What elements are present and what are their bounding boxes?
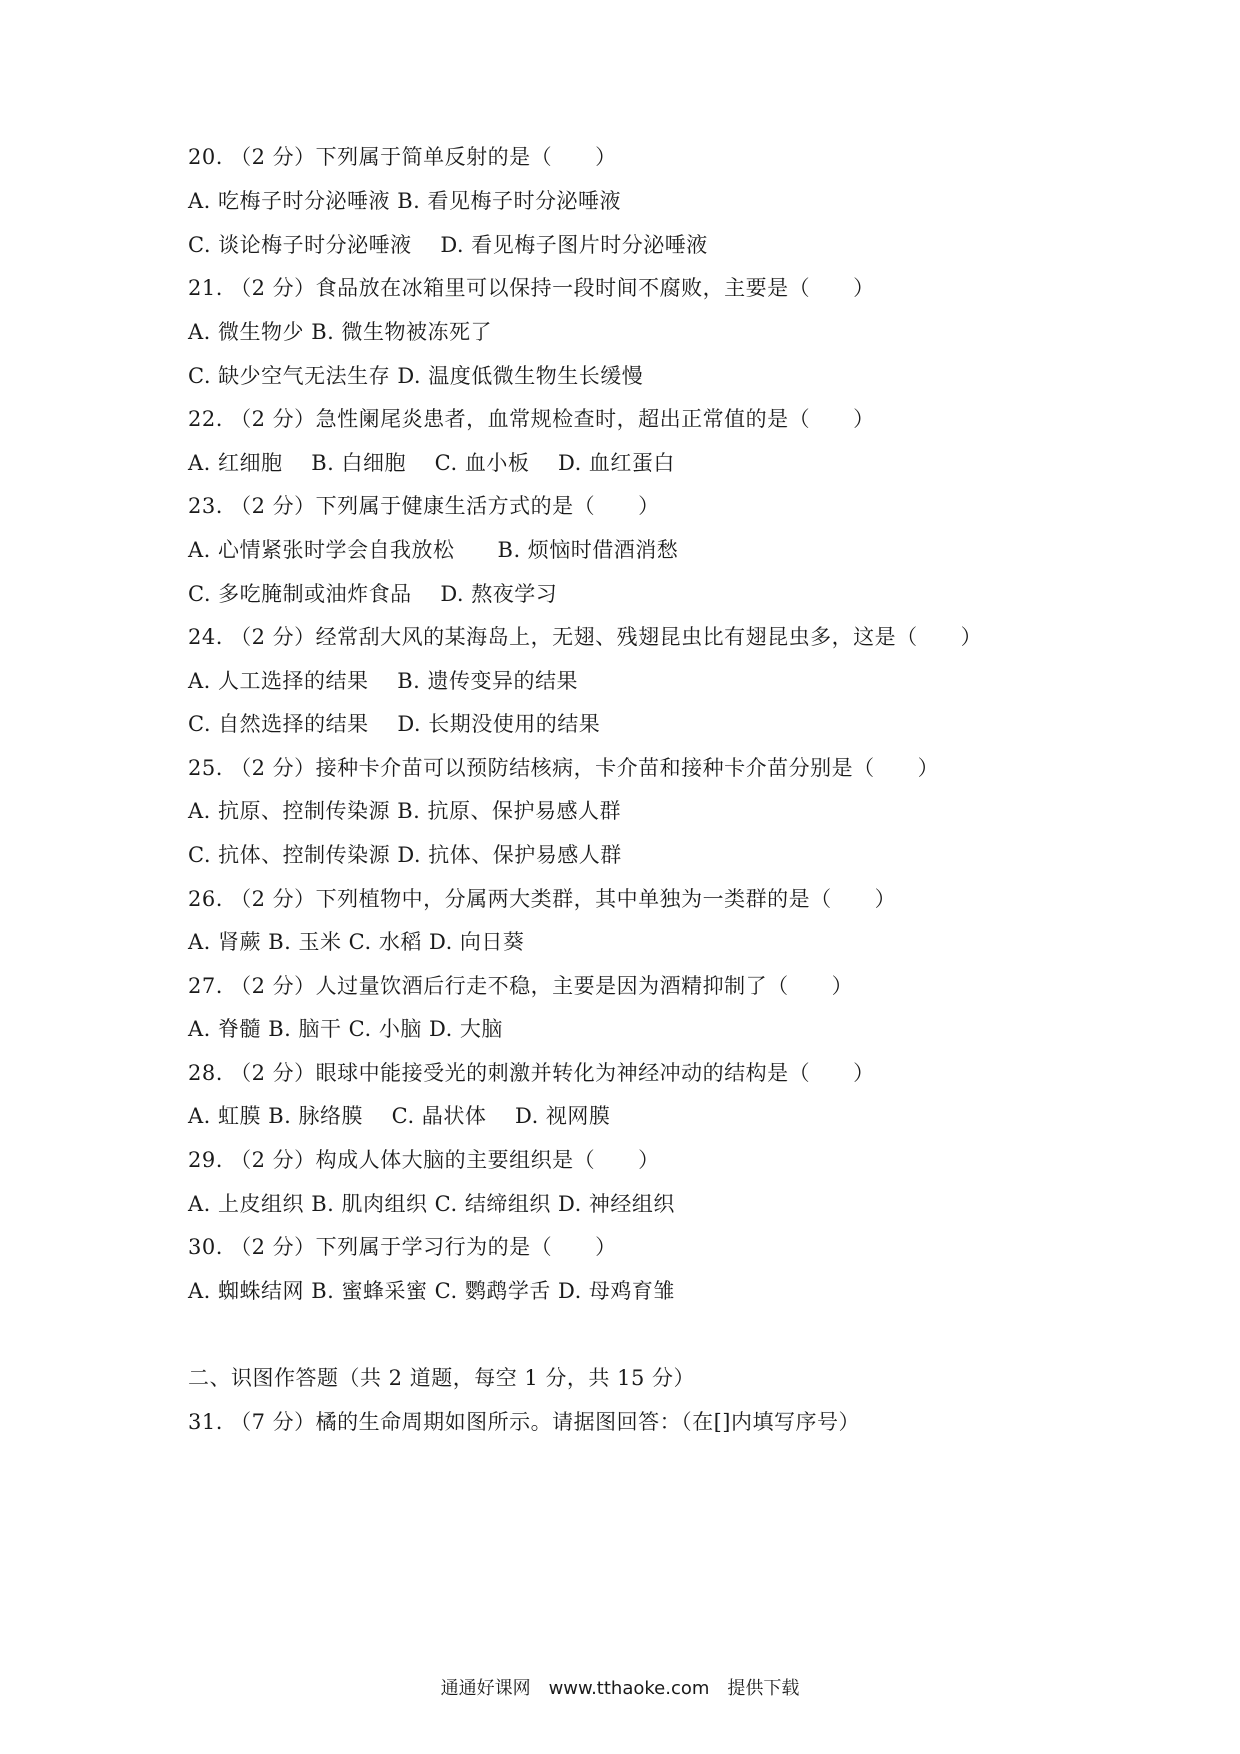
page-footer: 通通好课网 www.tthaoke.com 提供下载 bbox=[440, 1678, 800, 1699]
question-26-options-1: A. 肾蕨 B. 玉米 C. 水稻 D. 向日葵 bbox=[188, 930, 525, 954]
question-23-stem: 23. （2 分）下列属于健康生活方式的是（ ） bbox=[188, 494, 660, 518]
question-30-options-1: A. 蜘蛛结网 B. 蜜蜂采蜜 C. 鹦鹉学舌 D. 母鸡育雏 bbox=[188, 1279, 675, 1303]
question-27-options-1: A. 脊髓 B. 脑干 C. 小脑 D. 大脑 bbox=[188, 1017, 503, 1041]
question-22-stem: 22. （2 分）急性阑尾炎患者，血常规检查时，超出正常值的是（ ） bbox=[188, 407, 875, 431]
question-24-options-1: A. 人工选择的结果 B. 遗传变异的结果 bbox=[188, 669, 578, 693]
question-20-options-2: C. 谈论梅子时分泌唾液 D. 看见梅子图片时分泌唾液 bbox=[188, 233, 708, 257]
question-21-options-2: C. 缺少空气无法生存 D. 温度低微生物生长缓慢 bbox=[188, 364, 644, 388]
question-25-options-1: A. 抗原、控制传染源 B. 抗原、保护易感人群 bbox=[188, 799, 621, 823]
question-28-options-1: A. 虹膜 B. 脉络膜 C. 晶状体 D. 视网膜 bbox=[188, 1104, 611, 1128]
question-25-options-2: C. 抗体、控制传染源 D. 抗体、保护易感人群 bbox=[188, 843, 622, 867]
question-20-options-1: A. 吃梅子时分泌唾液 B. 看见梅子时分泌唾液 bbox=[188, 189, 621, 213]
question-30-stem: 30. （2 分）下列属于学习行为的是（ ） bbox=[188, 1235, 617, 1259]
question-23-options-1: A. 心情紧张时学会自我放松 B. 烦恼时借酒消愁 bbox=[188, 538, 679, 562]
question-27-stem: 27. （2 分）人过量饮酒后行走不稳，主要是因为酒精抑制了（ ） bbox=[188, 974, 854, 998]
question-24-stem: 24. （2 分）经常刮大风的某海岛上，无翅、残翅昆虫比有翅昆虫多，这是（ ） bbox=[188, 625, 983, 649]
question-23-options-2: C. 多吃腌制或油炸食品 D. 熬夜学习 bbox=[188, 582, 558, 606]
question-22-options-1: A. 红细胞 B. 白细胞 C. 血小板 D. 血红蛋白 bbox=[188, 451, 675, 475]
question-29-options-1: A. 上皮组织 B. 肌肉组织 C. 结缔组织 D. 神经组织 bbox=[188, 1192, 675, 1216]
question-20-stem: 20. （2 分）下列属于简单反射的是（ ） bbox=[188, 145, 617, 169]
question-31-stem: 31. （7 分）橘的生命周期如图所示。请据图回答：（在[]内填写序号） bbox=[188, 1410, 860, 1434]
section-2-heading: 二、识图作答题（共 2 道题，每空 1 分，共 15 分） bbox=[188, 1366, 695, 1390]
question-21-options-1: A. 微生物少 B. 微生物被冻死了 bbox=[188, 320, 492, 344]
question-24-options-2: C. 自然选择的结果 D. 长期没使用的结果 bbox=[188, 712, 601, 736]
question-25-stem: 25. （2 分）接种卡介苗可以预防结核病，卡介苗和接种卡介苗分别是（ ） bbox=[188, 756, 940, 780]
question-21-stem: 21. （2 分）食品放在冰箱里可以保持一段时间不腐败，主要是（ ） bbox=[188, 276, 875, 300]
question-28-stem: 28. （2 分）眼球中能接受光的刺激并转化为神经冲动的结构是（ ） bbox=[188, 1061, 875, 1085]
question-26-stem: 26. （2 分）下列植物中，分属两大类群，其中单独为一类群的是（ ） bbox=[188, 887, 897, 911]
question-29-stem: 29. （2 分）构成人体大脑的主要组织是（ ） bbox=[188, 1148, 660, 1172]
